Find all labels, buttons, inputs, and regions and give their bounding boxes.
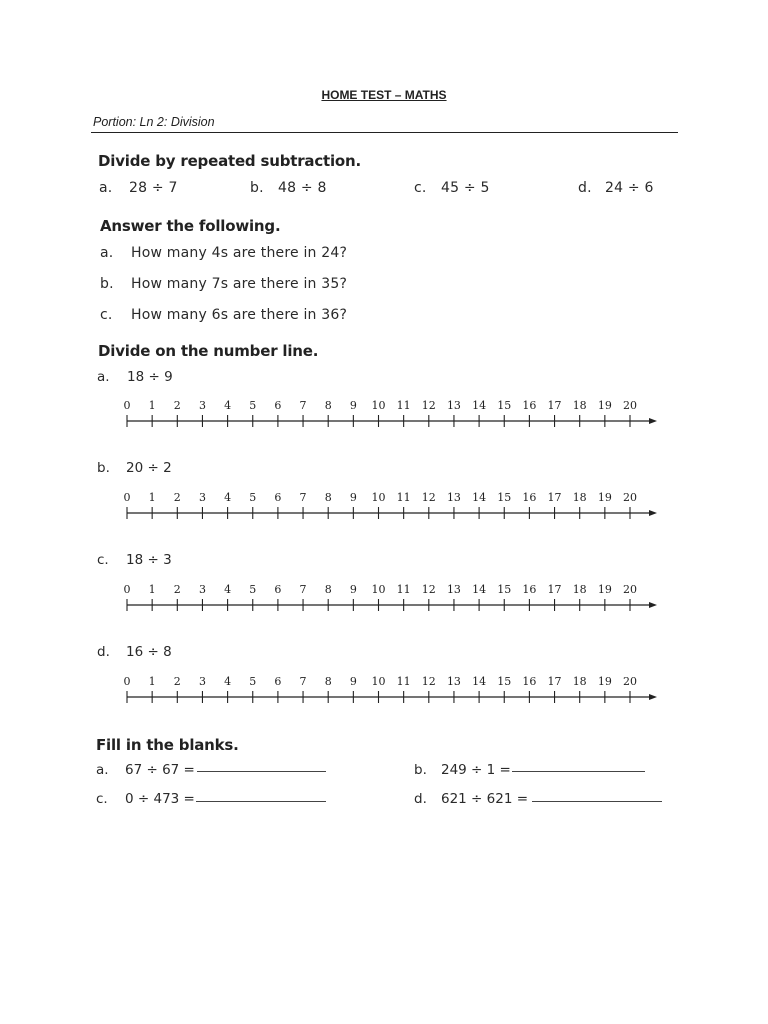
- tick-label: 11: [396, 583, 411, 596]
- s3-item-b-label: b.: [97, 460, 110, 476]
- number-line-arrow-icon: [649, 694, 657, 700]
- section1-heading: Divide by repeated subtraction.: [98, 152, 362, 170]
- tick-label: 14: [472, 491, 487, 504]
- tick-label: 16: [522, 583, 537, 596]
- tick-label: 14: [472, 583, 487, 596]
- number-line-arrow-icon: [649, 418, 657, 424]
- s3-item-c-label: c.: [97, 552, 109, 568]
- tick-label: 16: [522, 399, 537, 412]
- tick-label: 10: [371, 491, 386, 504]
- tick-label: 3: [198, 491, 206, 504]
- tick-label: 2: [173, 399, 181, 412]
- tick-label: 10: [371, 675, 386, 688]
- s4-item-d-label: d.: [414, 791, 427, 807]
- s1-item-b-label: b.: [250, 180, 264, 196]
- tick-label: 12: [421, 675, 436, 688]
- tick-label: 1: [148, 399, 156, 412]
- tick-label: 13: [446, 583, 461, 596]
- tick-label: 20: [623, 583, 637, 596]
- s3-item-b-expr: 20 ÷ 2: [126, 460, 172, 476]
- tick-label: 4: [224, 675, 232, 688]
- tick-label: 12: [421, 399, 436, 412]
- s2-item-a-label: a.: [100, 245, 114, 261]
- s4-item-c-label: c.: [96, 791, 108, 807]
- tick-label: 5: [249, 675, 257, 688]
- portion-text: Portion: Ln 2: Division: [93, 115, 215, 129]
- tick-label: 20: [623, 399, 637, 412]
- tick-label: 11: [396, 399, 411, 412]
- s3-item-d-expr: 16 ÷ 8: [126, 644, 172, 660]
- tick-label: 0: [123, 583, 131, 596]
- tick-label: 8: [324, 675, 332, 688]
- s4-item-b-expr: 249 ÷ 1 =: [441, 762, 511, 778]
- tick-label: 7: [299, 399, 307, 412]
- tick-label: 12: [421, 491, 436, 504]
- tick-label: 18: [572, 399, 587, 412]
- tick-label: 6: [274, 675, 282, 688]
- tick-label: 8: [324, 491, 332, 504]
- tick-label: 0: [123, 399, 131, 412]
- tick-label: 20: [623, 675, 637, 688]
- tick-label: 12: [421, 583, 436, 596]
- tick-label: 10: [371, 399, 386, 412]
- number-line-arrow-icon: [649, 510, 657, 516]
- section4-heading: Fill in the blanks.: [96, 736, 239, 754]
- tick-label: 2: [173, 675, 181, 688]
- number-line-a: [118, 397, 660, 437]
- tick-label: 5: [249, 583, 257, 596]
- tick-label: 15: [497, 399, 512, 412]
- section2-heading: Answer the following.: [100, 217, 281, 235]
- tick-label: 4: [224, 399, 232, 412]
- s1-item-a-expr: 28 ÷ 7: [129, 180, 178, 196]
- tick-label: 6: [274, 583, 282, 596]
- tick-label: 10: [371, 583, 386, 596]
- tick-label: 13: [446, 399, 461, 412]
- s1-item-c-expr: 45 ÷ 5: [441, 180, 490, 196]
- tick-label: 9: [349, 583, 357, 596]
- number-line-b: [118, 489, 660, 529]
- tick-label: 6: [274, 491, 282, 504]
- tick-label: 16: [522, 675, 537, 688]
- tick-label: 7: [299, 583, 307, 596]
- s1-item-c-label: c.: [414, 180, 427, 196]
- tick-label: 0: [123, 491, 131, 504]
- blank-c[interactable]: [196, 801, 326, 802]
- s4-item-a-label: a.: [96, 762, 109, 778]
- tick-label: 15: [497, 675, 512, 688]
- tick-label: 7: [299, 675, 307, 688]
- s4-item-c-expr: 0 ÷ 473 =: [125, 791, 195, 807]
- tick-label: 17: [547, 675, 562, 688]
- s2-item-b-label: b.: [100, 276, 114, 292]
- tick-label: 18: [572, 583, 587, 596]
- tick-label: 15: [497, 583, 512, 596]
- tick-label: 3: [198, 583, 206, 596]
- s1-item-d-expr: 24 ÷ 6: [605, 180, 654, 196]
- tick-label: 1: [148, 583, 156, 596]
- tick-label: 9: [349, 675, 357, 688]
- header-divider: [91, 132, 678, 133]
- tick-label: 2: [173, 583, 181, 596]
- tick-label: 5: [249, 491, 257, 504]
- tick-label: 17: [547, 583, 562, 596]
- s4-item-a-expr: 67 ÷ 67 =: [125, 762, 195, 778]
- tick-label: 9: [349, 491, 357, 504]
- tick-label: 2: [173, 491, 181, 504]
- number-line-svg: [118, 397, 660, 437]
- s2-item-a-text: How many 4s are there in 24?: [131, 245, 348, 261]
- s3-item-a-expr: 18 ÷ 9: [127, 369, 173, 385]
- s2-item-b-text: How many 7s are there in 35?: [131, 276, 348, 292]
- tick-label: 17: [547, 399, 562, 412]
- tick-label: 11: [396, 491, 411, 504]
- tick-label: 6: [274, 399, 282, 412]
- number-line-d: [118, 673, 660, 713]
- tick-label: 1: [148, 675, 156, 688]
- s1-item-a-label: a.: [99, 180, 113, 196]
- tick-label: 16: [522, 491, 537, 504]
- blank-a[interactable]: [197, 771, 326, 772]
- tick-label: 17: [547, 491, 562, 504]
- s3-item-c-expr: 18 ÷ 3: [126, 552, 172, 568]
- number-line-svg: [118, 489, 660, 529]
- section3-heading: Divide on the number line.: [98, 342, 319, 360]
- tick-label: 3: [198, 675, 206, 688]
- tick-label: 0: [123, 675, 131, 688]
- tick-label: 14: [472, 675, 487, 688]
- tick-label: 18: [572, 675, 587, 688]
- number-line-svg: [118, 673, 660, 713]
- tick-label: 11: [396, 675, 411, 688]
- number-line-c: [118, 581, 660, 621]
- s1-item-d-label: d.: [578, 180, 592, 196]
- s4-item-d-expr: 621 ÷ 621 =: [441, 791, 529, 807]
- tick-label: 14: [472, 399, 487, 412]
- number-line-svg: [118, 581, 660, 621]
- tick-label: 1: [148, 491, 156, 504]
- tick-label: 3: [198, 399, 206, 412]
- s2-item-c-label: c.: [100, 307, 113, 323]
- blank-d[interactable]: [532, 801, 662, 802]
- s4-item-b-label: b.: [414, 762, 427, 778]
- tick-label: 20: [623, 491, 637, 504]
- tick-label: 19: [597, 399, 612, 412]
- tick-label: 7: [299, 491, 307, 504]
- s3-item-d-label: d.: [97, 644, 110, 660]
- page-title: HOME TEST – MATHS: [321, 88, 447, 102]
- tick-label: 9: [349, 399, 357, 412]
- s2-item-c-text: How many 6s are there in 36?: [131, 307, 348, 323]
- blank-b[interactable]: [512, 771, 645, 772]
- tick-label: 4: [224, 583, 232, 596]
- number-line-arrow-icon: [649, 602, 657, 608]
- tick-label: 4: [224, 491, 232, 504]
- tick-label: 19: [597, 491, 612, 504]
- s1-item-b-expr: 48 ÷ 8: [278, 180, 327, 196]
- tick-label: 8: [324, 583, 332, 596]
- tick-label: 15: [497, 491, 512, 504]
- tick-label: 13: [446, 675, 461, 688]
- tick-label: 13: [446, 491, 461, 504]
- tick-label: 8: [324, 399, 332, 412]
- tick-label: 5: [249, 399, 257, 412]
- tick-label: 19: [597, 583, 612, 596]
- s3-item-a-label: a.: [97, 369, 110, 385]
- tick-label: 18: [572, 491, 587, 504]
- tick-label: 19: [597, 675, 612, 688]
